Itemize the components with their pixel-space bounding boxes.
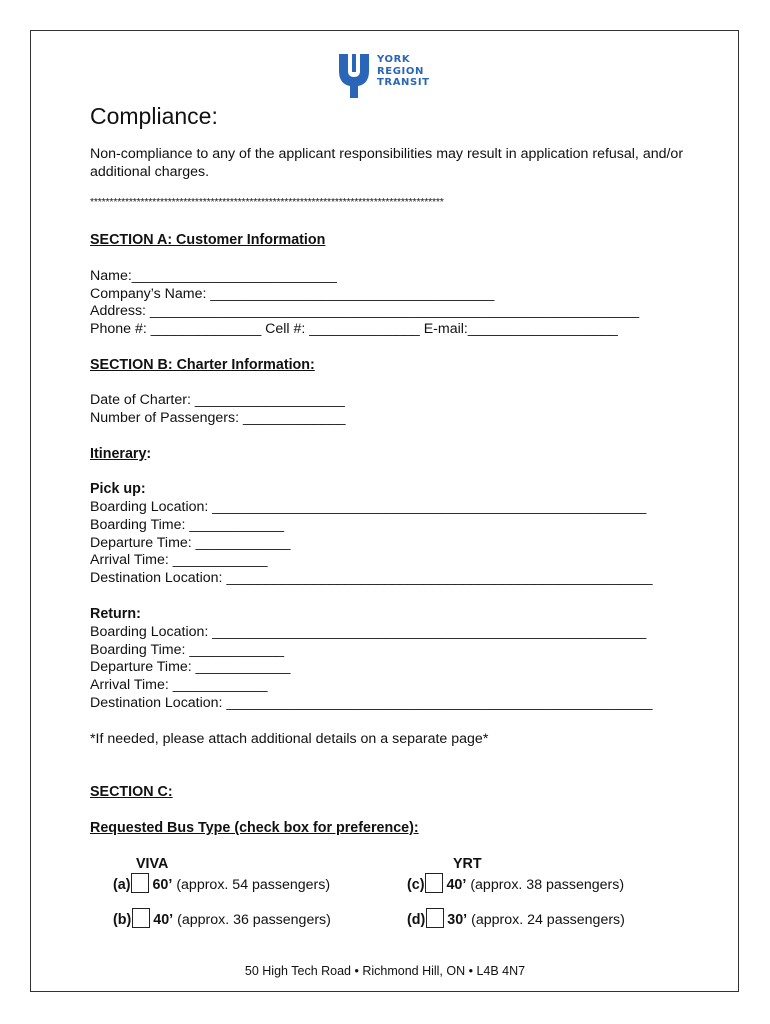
bus-option-d [407, 908, 625, 928]
pickup-boarding-time-field[interactable]: Boarding Time: ____________ [90, 517, 285, 533]
page-title: Compliance: [90, 103, 218, 129]
checkbox-60ft-viva[interactable] [131, 873, 149, 893]
return-boarding-location-field[interactable]: Boarding Location: _______________________________________________________ [90, 624, 647, 640]
option-size: 60’ [152, 877, 173, 893]
pickup-boarding-location-field[interactable]: Boarding Location: _______________________________________________________ [90, 499, 647, 515]
option-letter: (c) [407, 877, 425, 893]
pickup-label: Pick up: [90, 481, 146, 497]
option-letter: (d) [407, 912, 426, 928]
section-a-heading: SECTION A: Customer Information [90, 232, 326, 248]
bus-option-c [407, 873, 624, 893]
checkbox-30ft-yrt[interactable] [426, 908, 444, 928]
notice-text: Non-compliance to any of the applicant responsibilities may result in application refusal, and/or additional charges. [90, 146, 684, 180]
logo-line-1: YORK [377, 54, 411, 65]
return-destination-location-field[interactable]: Destination Location: ______________________________________________________ [90, 695, 653, 711]
checkbox-40ft-yrt[interactable] [425, 873, 443, 893]
viva-label: VIVA [136, 856, 169, 872]
option-description: (approx. 24 passengers) [471, 912, 625, 928]
return-label: Return: [90, 606, 141, 622]
york-region-transit-logo-icon [337, 51, 373, 99]
bus-option-a [113, 873, 330, 893]
logo-line-2: REGION [377, 65, 424, 77]
itinerary-heading [90, 446, 151, 462]
pickup-arrival-time-field[interactable]: Arrival Time: ____________ [90, 552, 268, 568]
option-description: (approx. 54 passengers) [176, 877, 331, 893]
option-size: 40’ [446, 877, 467, 893]
option-description: (approx. 38 passengers) [470, 877, 625, 893]
checkbox-40ft-viva[interactable] [132, 908, 150, 928]
phone-cell-email-field[interactable]: Phone #: ______________ Cell #: ______________ E-mail:___________________ [90, 321, 618, 337]
return-arrival-time-field[interactable]: Arrival Time: ____________ [90, 677, 268, 693]
pickup-destination-location-field[interactable]: Destination Location: ______________________________________________________ [90, 570, 653, 586]
option-description: (approx. 36 passengers) [177, 912, 331, 928]
section-b-heading: SECTION B: Charter Information: [90, 357, 315, 373]
date-of-charter-field[interactable]: Date of Charter: ___________________ [90, 392, 345, 408]
company-name-field[interactable]: Company’s Name: ____________________________________ [90, 286, 495, 302]
separator-line: ******************************************************************************************* [90, 196, 444, 208]
name-field[interactable]: Name:__________________________ [90, 268, 337, 284]
bus-option-b [113, 908, 331, 928]
number-of-passengers-field[interactable]: Number of Passengers: _____________ [90, 410, 346, 426]
logo-line-3: TRANSIT [377, 77, 430, 88]
bus-type-subheading: Requested Bus Type (check box for preference): [90, 820, 419, 836]
itinerary-colon: : [146, 446, 152, 462]
return-departure-time-field[interactable]: Departure Time: ____________ [90, 659, 291, 675]
option-letter: (b) [113, 912, 132, 928]
option-size: 30’ [447, 912, 468, 928]
address-field[interactable]: Address: ______________________________________________________________ [90, 303, 640, 319]
section-c-heading: SECTION C: [90, 784, 173, 800]
footer-address: 50 High Tech Road • Richmond Hill, ON • L4B 4N7 [244, 964, 526, 978]
logo-wordmark [377, 54, 430, 89]
option-letter: (a) [113, 877, 131, 893]
yrt-label: YRT [453, 856, 482, 872]
pickup-departure-time-field[interactable]: Departure Time: ____________ [90, 535, 291, 551]
option-size: 40’ [153, 912, 174, 928]
additional-details-note: *If needed, please attach additional details on a separate page* [90, 731, 489, 747]
return-boarding-time-field[interactable]: Boarding Time: ____________ [90, 642, 285, 658]
itinerary-label: Itinerary [90, 446, 147, 462]
